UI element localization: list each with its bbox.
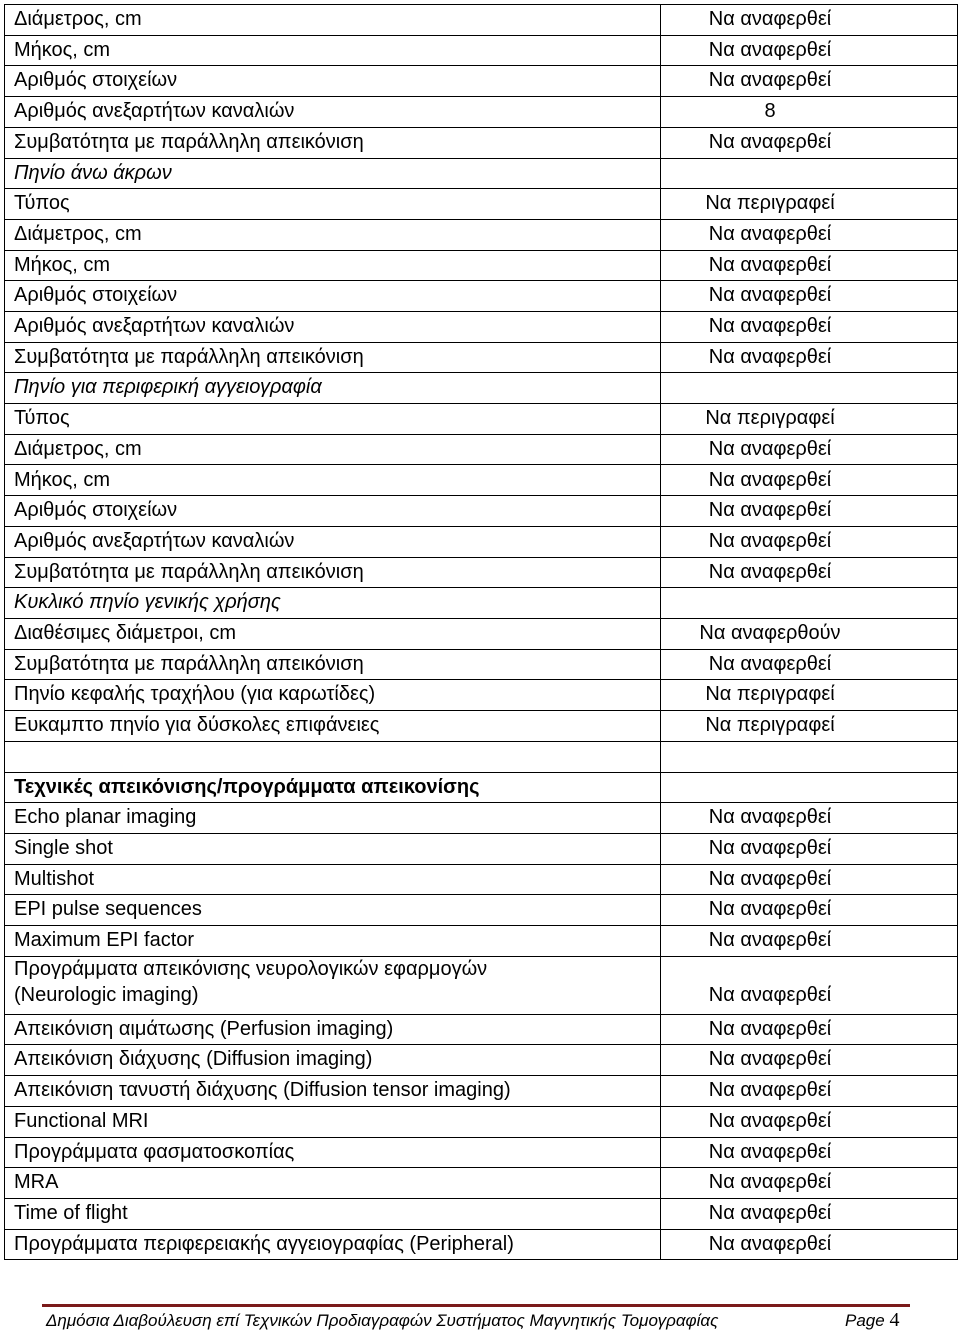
row-value: Να αναφερθεί — [708, 652, 832, 675]
row-value: Να αναφερθεί — [708, 1232, 832, 1255]
row-value: Να αναφερθεί — [708, 499, 832, 522]
table-row-border — [4, 464, 958, 465]
table-row-border — [4, 1044, 958, 1045]
table-row-border — [4, 280, 958, 281]
row-label: Διάμετρος, cm — [14, 222, 142, 245]
row-label: Πηνίο για περιφερική αγγειογραφία — [14, 376, 322, 399]
row-label: Κυκλικό πηνίο γενικής χρήσης — [14, 591, 281, 614]
row-label-continued: (Neurologic imaging) — [14, 983, 199, 1006]
row-label: Διαθέσιμες διάμετροι, cm — [14, 622, 237, 644]
row-value: Να αναφερθεί — [708, 69, 832, 92]
row-value: Να περιγραφεί — [705, 683, 835, 706]
row-value: Να αναφερθεί — [708, 38, 832, 61]
row-value: Να αναφερθεί — [708, 1048, 832, 1071]
table-row-border — [4, 158, 958, 159]
row-label: Ευκαμπτο πηνίο για δύσκολες επιφάνειες — [14, 714, 380, 737]
table-row-border — [4, 649, 958, 650]
row-value: Να αναφερθεί — [708, 560, 832, 583]
row-value: Να αναφερθεί — [708, 222, 832, 245]
table-row-border — [4, 833, 958, 834]
row-value: Να αναφερθεί — [708, 983, 832, 1006]
row-value: Να αναφερθεί — [708, 836, 832, 859]
table-row-border — [4, 65, 958, 66]
table-row-border — [4, 311, 958, 312]
table-row-border — [4, 1014, 958, 1015]
table-row-border — [4, 802, 958, 803]
table-border-vertical — [4, 4, 5, 1259]
row-label: Συμβατότητα με παράλληλη απεικόνιση — [14, 560, 364, 583]
table-row-border — [4, 1198, 958, 1199]
row-value: Να περιγραφεί — [705, 714, 835, 737]
table-row-border — [4, 219, 958, 220]
row-value: Να αναφερθεί — [708, 1079, 832, 1102]
table-row-border — [4, 127, 958, 128]
row-value: Να αναφερθεί — [708, 529, 832, 552]
table-bottom-border — [4, 1259, 958, 1260]
row-value: Να αναφερθούν — [699, 622, 841, 644]
table-row-border — [4, 1167, 958, 1168]
row-label: Αριθμός ανεξαρτήτων καναλιών — [14, 315, 295, 337]
footer-divider — [42, 1304, 910, 1307]
row-value: Να αναφερθεί — [708, 1201, 832, 1224]
table-row-border — [4, 925, 958, 926]
row-label: Maximum EPI factor — [14, 929, 195, 951]
table-row-border — [4, 1106, 958, 1107]
table-row-border — [4, 188, 958, 189]
row-label: Τύπος — [14, 407, 70, 430]
row-value: Να αναφερθεί — [708, 929, 832, 951]
table-row-border — [4, 35, 958, 36]
row-label: Προγράμματα φασματοσκοπίας — [14, 1140, 295, 1163]
row-label: Αριθμός στοιχείων — [14, 284, 178, 307]
table-row-border — [4, 4, 958, 5]
table-row-border — [4, 587, 958, 588]
row-label: Echo planar imaging — [14, 806, 197, 829]
table-row-border — [4, 557, 958, 558]
row-label: Μήκος, cm — [14, 38, 111, 61]
row-label: Απεικόνιση διάχυσης (Diffusion imaging) — [14, 1048, 373, 1071]
row-label: Αριθμός στοιχείων — [14, 69, 178, 92]
row-label: Προγράμματα απεικόνισης νευρολογικών εφαρμογών — [14, 957, 488, 980]
row-label: Απεικόνιση αιμάτωσης (Perfusion imaging) — [14, 1017, 394, 1040]
row-value: Να αναφερθεί — [708, 437, 832, 460]
row-value: Να αναφερθεί — [708, 315, 832, 337]
row-value: Να αναφερθεί — [708, 806, 832, 829]
row-label: Αριθμός ανεξαρτήτων καναλιών — [14, 100, 295, 123]
table-row-border — [4, 1075, 958, 1076]
table-row-border — [4, 342, 958, 343]
row-label: Αριθμός στοιχείων — [14, 499, 178, 522]
table-row-border — [4, 1137, 958, 1138]
row-label: EPI pulse sequences — [14, 898, 202, 921]
row-label: Συμβατότητα με παράλληλη απεικόνιση — [14, 130, 364, 153]
table-row-border — [4, 772, 958, 773]
table-row-border — [4, 679, 958, 680]
row-label: Απεικόνιση τανυστή διάχυσης (Diffusion tensor imaging) — [14, 1079, 511, 1102]
table-border-vertical — [957, 4, 958, 1259]
row-label: MRA — [14, 1171, 59, 1194]
table-row-border — [4, 403, 958, 404]
row-value: Να αναφερθεί — [708, 1017, 832, 1040]
row-value: Να αναφερθεί — [708, 867, 832, 890]
row-value: Να αναφερθεί — [708, 1109, 832, 1132]
row-value: Να αναφερθεί — [708, 253, 832, 276]
page-number: 4 — [889, 1309, 900, 1331]
row-label: Διάμετρος, cm — [14, 8, 142, 30]
table-row-border — [4, 96, 958, 97]
table-row-border — [4, 710, 958, 711]
table-row-border — [4, 894, 958, 895]
table-row-border — [4, 1229, 958, 1230]
row-value: Να περιγραφεί — [705, 407, 835, 430]
row-label: Αριθμός ανεξαρτήτων καναλιών — [14, 529, 295, 552]
page-word: Page — [845, 1311, 885, 1330]
row-label: Συμβατότητα με παράλληλη απεικόνιση — [14, 652, 364, 675]
row-value: Να αναφερθεί — [708, 8, 832, 30]
table-row-border — [4, 495, 958, 496]
row-label: Προγράμματα περιφερειακής αγγειογραφίας (Peripheral) — [14, 1232, 514, 1255]
row-value: 8 — [764, 100, 776, 123]
row-value: Να αναφερθεί — [708, 1140, 832, 1163]
row-label: Πηνίο κεφαλής τραχήλου (για καρωτίδες) — [14, 683, 376, 706]
row-label: Συμβατότητα με παράλληλη απεικόνιση — [14, 345, 364, 368]
row-value: Να αναφερθεί — [708, 1171, 832, 1194]
row-value: Να αναφερθεί — [708, 130, 832, 153]
row-value: Να αναφερθεί — [708, 284, 832, 307]
table-row-border — [4, 372, 958, 373]
row-value: Να περιγραφεί — [705, 192, 835, 215]
row-value: Να αναφερθεί — [708, 468, 832, 491]
table-row-border — [4, 618, 958, 619]
table-row-border — [4, 434, 958, 435]
row-label: Διάμετρος, cm — [14, 437, 142, 460]
table-row-border — [4, 864, 958, 865]
row-label: Τεχνικές απεικόνισης/προγράμματα απεικονίσης — [14, 775, 480, 798]
row-label: Multishot — [14, 867, 95, 890]
row-label: Time of flight — [14, 1201, 128, 1224]
row-label: Functional MRI — [14, 1109, 149, 1132]
row-value: Να αναφερθεί — [708, 898, 832, 921]
row-label: Μήκος, cm — [14, 468, 111, 491]
footer-page — [845, 1309, 899, 1332]
row-label: Πηνίο άνω άκρων — [14, 161, 172, 184]
row-label: Τύπος — [14, 192, 70, 215]
row-value: Να αναφερθεί — [708, 345, 832, 368]
row-label: Single shot — [14, 836, 113, 859]
table-row-border — [4, 250, 958, 251]
row-label: Μήκος, cm — [14, 253, 111, 276]
table-row-border — [4, 526, 958, 527]
footer-title: Δημόσια Διαβούλευση επί Τεχνικών Προδιαγραφών Συστήματος Μαγνητικής Τομογραφίας — [46, 1311, 719, 1330]
table-row-border — [4, 741, 958, 742]
